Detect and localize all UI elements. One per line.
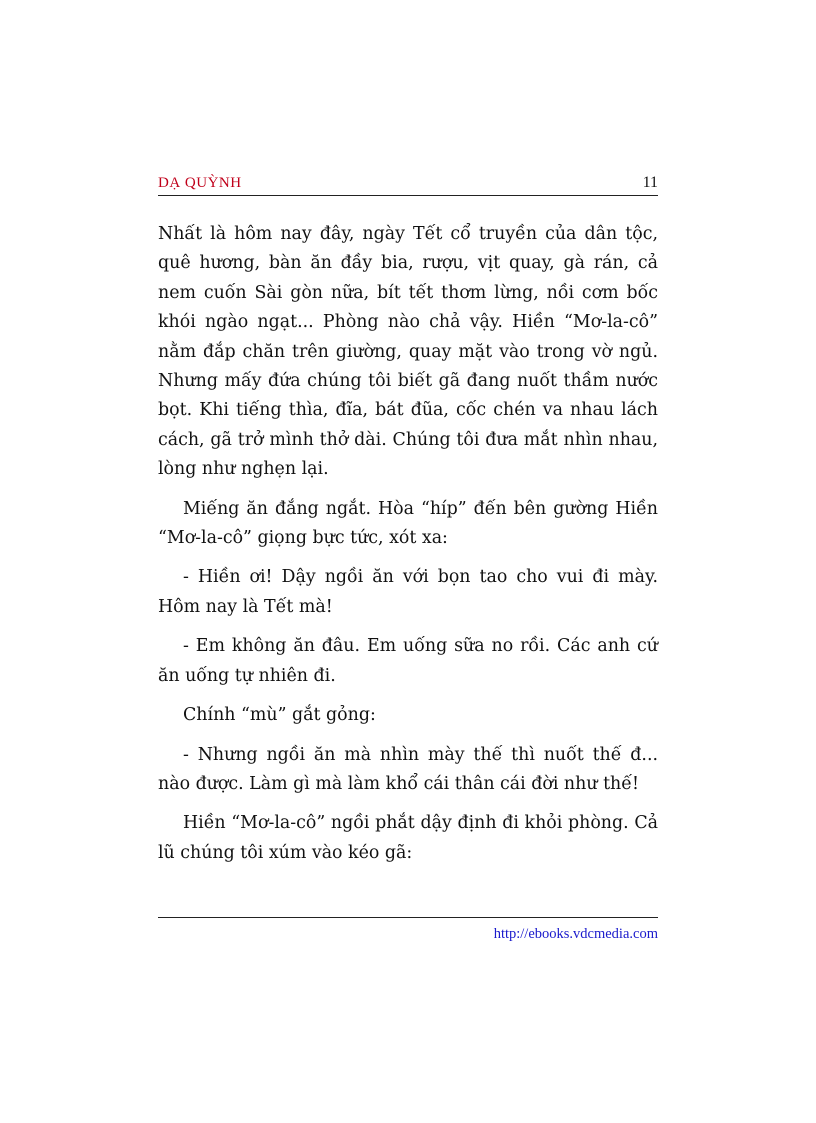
dialogue-line: - Em không ăn đâu. Em uống sữa no rồi. Các anh cứ ăn uống tự nhiên đi. xyxy=(158,636,658,686)
footer-divider xyxy=(158,917,658,918)
running-header xyxy=(158,170,658,196)
book-page xyxy=(158,170,658,878)
paragraph: Nhất là hôm nay đây, ngày Tết cổ truyền của dân tộc, quê hương, bàn ăn đầy bia, rượu, vịt quay, gà rán, cả nem cuốn Sài gòn nữa, bít tết thơm lừng, nồi cơm bốc khói ngào ngạt... Phòng nào chả vậy. Hiền “Mơ-la-cô” nằm đắp chăn trên giường, quay mặt vào trong vờ ngủ. Nhưng mấy đứa chúng tôi biết gã đang nuốt thầm nước bọt. Khi tiếng thìa, đĩa, bát đũa, cốc chén va nhau lách cách, gã trở mình thở dài. Chúng tôi đưa mắt nhìn nhau, lòng như nghẹn lại. xyxy=(158,224,658,480)
page-number: 11 xyxy=(642,174,658,191)
dialogue-line: - Hiền ơi! Dậy ngồi ăn với bọn tao cho vui đi mày. Hôm nay là Tết mà! xyxy=(158,567,658,617)
paragraph: Chính “mù” gắt gỏng: xyxy=(183,705,376,726)
author-name: DẠ QUỲNH xyxy=(158,175,242,191)
paragraph: Miếng ăn đắng ngắt. Hòa “híp” đến bên gường Hiền “Mơ-la-cô” giọng bực tức, xót xa: xyxy=(158,498,658,549)
body-text xyxy=(158,220,658,868)
dialogue-line: - Nhưng ngồi ăn mà nhìn mày thế thì nuốt thế đ... nào được. Làm gì mà làm khổ cái thân cái đời như thế! xyxy=(158,744,658,794)
footer-website-link[interactable]: http://ebooks.vdcmedia.com xyxy=(493,926,658,942)
paragraph: Hiền “Mơ-la-cô” ngồi phắt dậy định đi khỏi phòng. Cả lũ chúng tôi xúm vào kéo gã: xyxy=(158,813,658,863)
